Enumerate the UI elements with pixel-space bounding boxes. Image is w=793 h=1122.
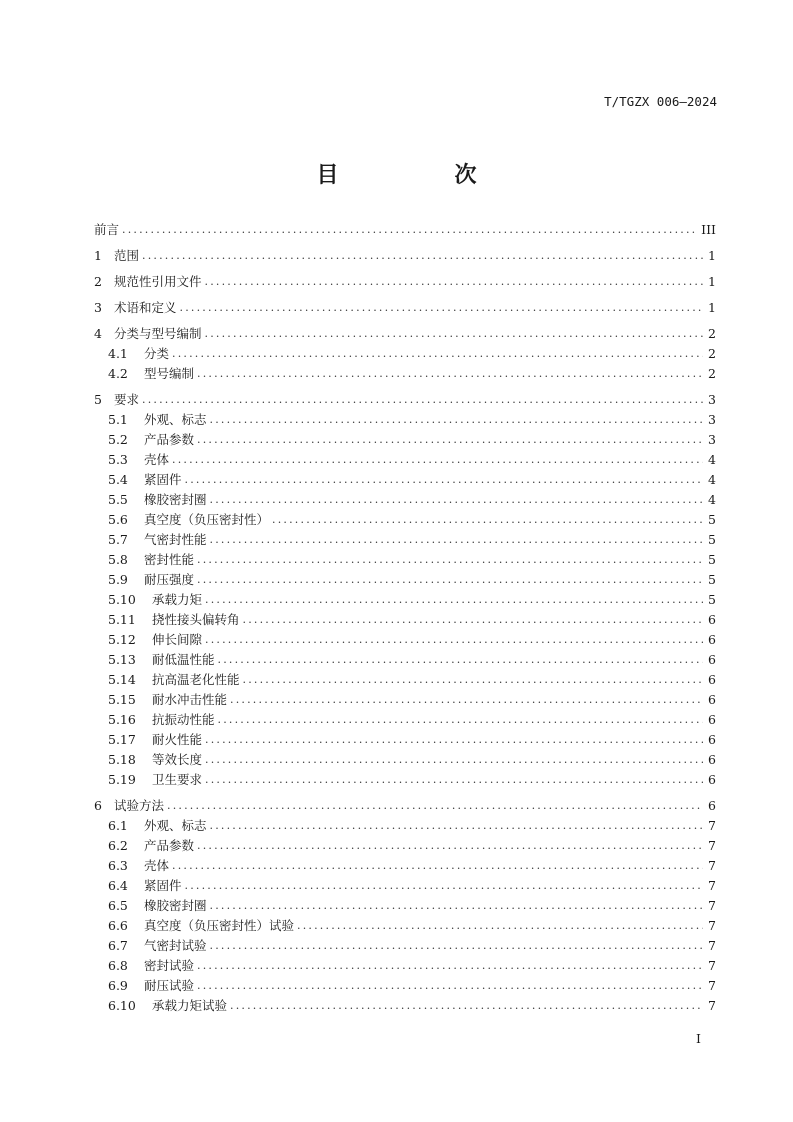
toc-entry-page: 6 bbox=[708, 711, 716, 727]
toc-entry-number: 5.9 bbox=[108, 571, 128, 587]
toc-entry-page: 4 bbox=[708, 491, 716, 507]
page-title: 目 次 bbox=[316, 163, 501, 188]
toc-entry[interactable] bbox=[94, 409, 716, 429]
toc-entry[interactable] bbox=[94, 389, 716, 409]
toc-entry-page: III bbox=[701, 221, 716, 237]
toc-dot-leader bbox=[180, 301, 703, 314]
toc-entry-number: 6.8 bbox=[108, 957, 128, 973]
toc-entry-page: 1 bbox=[708, 299, 716, 315]
toc-entry[interactable] bbox=[94, 629, 716, 649]
toc-entry[interactable] bbox=[94, 589, 716, 609]
toc-dot-leader bbox=[197, 839, 703, 852]
toc-entry-number: 5.19 bbox=[108, 771, 136, 787]
toc-entry-page: 7 bbox=[708, 937, 716, 953]
table-of-contents bbox=[94, 219, 716, 1015]
toc-dot-leader bbox=[197, 979, 703, 992]
toc-entry-page: 7 bbox=[708, 897, 716, 913]
toc-entry[interactable] bbox=[94, 245, 716, 265]
toc-dot-leader bbox=[205, 327, 703, 340]
toc-entry-number: 6.10 bbox=[108, 997, 136, 1013]
toc-entry-label: 耐水冲击性能 bbox=[152, 692, 228, 707]
toc-entry-label: 耐火性能 bbox=[152, 732, 203, 747]
toc-dot-leader bbox=[172, 347, 703, 360]
toc-entry[interactable] bbox=[94, 935, 716, 955]
toc-entry-label: 紧固件 bbox=[144, 472, 182, 487]
toc-entry-label: 等效长度 bbox=[152, 752, 203, 767]
toc-entry[interactable] bbox=[94, 729, 716, 749]
toc-entry-number: 5.11 bbox=[108, 611, 136, 627]
toc-dot-leader bbox=[205, 773, 703, 786]
toc-entry[interactable] bbox=[94, 855, 716, 875]
toc-entry[interactable] bbox=[94, 469, 716, 489]
toc-entry-number: 5.16 bbox=[108, 711, 136, 727]
toc-entry-label: 分类 bbox=[144, 346, 170, 361]
toc-entry-label: 耐低温性能 bbox=[152, 652, 215, 667]
toc-dot-leader bbox=[210, 899, 703, 912]
toc-entry-page: 6 bbox=[708, 797, 716, 813]
toc-entry-page: 1 bbox=[708, 273, 716, 289]
toc-entry[interactable] bbox=[94, 995, 716, 1015]
toc-entry[interactable] bbox=[94, 297, 716, 317]
toc-dot-leader bbox=[272, 513, 703, 526]
toc-entry[interactable] bbox=[94, 875, 716, 895]
toc-entry-label: 承载力矩试验 bbox=[152, 998, 228, 1013]
toc-entry-number: 5.18 bbox=[108, 751, 136, 767]
toc-entry-page: 5 bbox=[708, 551, 716, 567]
toc-entry[interactable] bbox=[94, 363, 716, 383]
toc-entry-label: 要求 bbox=[114, 392, 140, 407]
toc-entry-label: 伸长间隙 bbox=[152, 632, 203, 647]
toc-entry-number: 4.2 bbox=[108, 365, 128, 381]
toc-entry-label: 耐压试验 bbox=[144, 978, 195, 993]
toc-entry[interactable] bbox=[94, 609, 716, 629]
toc-dot-leader bbox=[122, 223, 698, 236]
toc-entry-number: 6.7 bbox=[108, 937, 128, 953]
toc-entry-label: 前言 bbox=[94, 222, 120, 237]
toc-entry-label: 真空度（负压密封性） bbox=[144, 512, 270, 527]
toc-entry-page: 6 bbox=[708, 631, 716, 647]
toc-entry-label: 壳体 bbox=[144, 452, 170, 467]
toc-entry-number: 1 bbox=[94, 247, 102, 263]
toc-entry-label: 橡胶密封圈 bbox=[144, 898, 207, 913]
toc-entry-page: 6 bbox=[708, 651, 716, 667]
toc-entry-label: 外观、标志 bbox=[144, 412, 207, 427]
toc-dot-leader bbox=[297, 919, 703, 932]
toc-entry-label: 试验方法 bbox=[114, 798, 165, 813]
footer-page-number: I bbox=[696, 1031, 701, 1046]
toc-entry-page: 6 bbox=[708, 771, 716, 787]
toc-entry-page: 7 bbox=[708, 957, 716, 973]
toc-entry-number: 6.9 bbox=[108, 977, 128, 993]
toc-entry-number: 5.7 bbox=[108, 531, 128, 547]
toc-entry[interactable] bbox=[94, 529, 716, 549]
toc-entry-page: 3 bbox=[708, 391, 716, 407]
toc-entry[interactable] bbox=[94, 835, 716, 855]
toc-entry-page: 6 bbox=[708, 691, 716, 707]
toc-entry[interactable] bbox=[94, 549, 716, 569]
toc-entry-page: 4 bbox=[708, 471, 716, 487]
toc-entry-label: 型号编制 bbox=[144, 366, 195, 381]
toc-entry-page: 5 bbox=[708, 591, 716, 607]
toc-entry-number: 6 bbox=[94, 797, 102, 813]
toc-entry-number: 6.2 bbox=[108, 837, 128, 853]
toc-entry-label: 紧固件 bbox=[144, 878, 182, 893]
toc-entry-label: 气密封试验 bbox=[144, 938, 207, 953]
toc-entry-number: 5.14 bbox=[108, 671, 136, 687]
toc-dot-leader bbox=[185, 473, 703, 486]
toc-entry-page: 6 bbox=[708, 671, 716, 687]
toc-entry[interactable] bbox=[94, 509, 716, 529]
toc-entry-number: 5.13 bbox=[108, 651, 136, 667]
toc-entry-number: 6.6 bbox=[108, 917, 128, 933]
toc-entry-number: 6.4 bbox=[108, 877, 128, 893]
toc-entry-page: 7 bbox=[708, 837, 716, 853]
toc-dot-leader bbox=[205, 633, 703, 646]
toc-entry[interactable] bbox=[94, 915, 716, 935]
toc-entry-number: 5 bbox=[94, 391, 102, 407]
toc-entry-page: 2 bbox=[708, 345, 716, 361]
toc-entry[interactable] bbox=[94, 323, 716, 343]
toc-entry-label: 密封性能 bbox=[144, 552, 195, 567]
toc-dot-leader bbox=[197, 553, 703, 566]
toc-entry-label: 抗振动性能 bbox=[152, 712, 215, 727]
toc-entry-page: 7 bbox=[708, 977, 716, 993]
toc-entry-number: 6.1 bbox=[108, 817, 128, 833]
toc-entry-page: 2 bbox=[708, 365, 716, 381]
toc-entry-page: 3 bbox=[708, 411, 716, 427]
toc-dot-leader bbox=[205, 733, 703, 746]
toc-entry-page: 1 bbox=[708, 247, 716, 263]
toc-entry-page: 6 bbox=[708, 731, 716, 747]
toc-dot-leader bbox=[205, 593, 703, 606]
toc-entry-number: 5.17 bbox=[108, 731, 136, 747]
toc-dot-leader bbox=[167, 799, 703, 812]
toc-entry[interactable] bbox=[94, 955, 716, 975]
toc-entry-number: 5.15 bbox=[108, 691, 136, 707]
toc-entry-label: 橡胶密封圈 bbox=[144, 492, 207, 507]
toc-dot-leader bbox=[210, 819, 703, 832]
toc-entry[interactable] bbox=[94, 895, 716, 915]
toc-entry-label: 壳体 bbox=[144, 858, 170, 873]
toc-dot-leader bbox=[210, 413, 703, 426]
toc-entry-number: 4.1 bbox=[108, 345, 128, 361]
toc-entry[interactable] bbox=[94, 271, 716, 291]
toc-entry-page: 5 bbox=[708, 511, 716, 527]
toc-dot-leader bbox=[197, 433, 703, 446]
toc-entry-label: 密封试验 bbox=[144, 958, 195, 973]
toc-entry-page: 5 bbox=[708, 571, 716, 587]
toc-entry-page: 7 bbox=[708, 857, 716, 873]
toc-entry-label: 范围 bbox=[114, 248, 140, 263]
toc-entry[interactable] bbox=[94, 449, 716, 469]
toc-dot-leader bbox=[230, 693, 703, 706]
toc-entry-label: 产品参数 bbox=[144, 838, 195, 853]
toc-dot-leader bbox=[205, 753, 703, 766]
toc-entry-page: 5 bbox=[708, 531, 716, 547]
toc-dot-leader bbox=[205, 275, 703, 288]
toc-entry[interactable] bbox=[94, 649, 716, 669]
toc-entry[interactable] bbox=[94, 769, 716, 789]
toc-dot-leader bbox=[172, 859, 703, 872]
toc-entry-label: 分类与型号编制 bbox=[114, 326, 202, 341]
toc-entry-label: 产品参数 bbox=[144, 432, 195, 447]
toc-entry[interactable] bbox=[94, 343, 716, 363]
toc-dot-leader bbox=[230, 999, 703, 1012]
toc-entry-number: 6.3 bbox=[108, 857, 128, 873]
toc-entry-label: 卫生要求 bbox=[152, 772, 203, 787]
toc-entry-page: 6 bbox=[708, 751, 716, 767]
toc-entry[interactable] bbox=[94, 815, 716, 835]
toc-entry-label: 气密封性能 bbox=[144, 532, 207, 547]
toc-entry-label: 真空度（负压密封性）试验 bbox=[144, 918, 295, 933]
toc-entry-number: 2 bbox=[94, 273, 102, 289]
toc-entry-number: 5.5 bbox=[108, 491, 128, 507]
toc-entry-page: 7 bbox=[708, 877, 716, 893]
toc-entry-number: 3 bbox=[94, 299, 102, 315]
toc-entry-number: 5.1 bbox=[108, 411, 128, 427]
toc-entry[interactable] bbox=[94, 429, 716, 449]
toc-dot-leader bbox=[197, 573, 703, 586]
toc-entry[interactable] bbox=[94, 219, 716, 239]
toc-entry[interactable] bbox=[94, 689, 716, 709]
toc-entry-number: 6.5 bbox=[108, 897, 128, 913]
toc-entry-page: 4 bbox=[708, 451, 716, 467]
document-code: T/TGZX 006—2024 bbox=[604, 94, 717, 109]
toc-dot-leader bbox=[142, 393, 703, 406]
toc-entry-page: 7 bbox=[708, 817, 716, 833]
toc-entry[interactable] bbox=[94, 709, 716, 729]
toc-entry-number: 5.8 bbox=[108, 551, 128, 567]
toc-dot-leader bbox=[210, 533, 703, 546]
toc-dot-leader bbox=[197, 959, 703, 972]
toc-entry[interactable] bbox=[94, 489, 716, 509]
toc-dot-leader bbox=[197, 367, 703, 380]
toc-entry[interactable] bbox=[94, 795, 716, 815]
toc-entry-label: 挠性接头偏转角 bbox=[152, 612, 240, 627]
toc-dot-leader bbox=[218, 653, 703, 666]
toc-dot-leader bbox=[210, 493, 703, 506]
toc-dot-leader bbox=[185, 879, 703, 892]
toc-entry-page: 7 bbox=[708, 997, 716, 1013]
toc-entry-label: 术语和定义 bbox=[114, 300, 177, 315]
toc-entry-label: 规范性引用文件 bbox=[114, 274, 202, 289]
toc-entry-number: 5.3 bbox=[108, 451, 128, 467]
toc-entry[interactable] bbox=[94, 749, 716, 769]
toc-dot-leader bbox=[218, 713, 703, 726]
toc-entry[interactable] bbox=[94, 669, 716, 689]
toc-entry-number: 5.4 bbox=[108, 471, 128, 487]
toc-entry-page: 3 bbox=[708, 431, 716, 447]
toc-entry-label: 承载力矩 bbox=[152, 592, 203, 607]
toc-entry-label: 抗高温老化性能 bbox=[152, 672, 240, 687]
toc-entry-number: 5.6 bbox=[108, 511, 128, 527]
toc-dot-leader bbox=[142, 249, 703, 262]
toc-dot-leader bbox=[172, 453, 703, 466]
toc-entry-number: 5.2 bbox=[108, 431, 128, 447]
toc-dot-leader bbox=[243, 613, 703, 626]
toc-entry-number: 5.10 bbox=[108, 591, 136, 607]
toc-entry-page: 6 bbox=[708, 611, 716, 627]
toc-dot-leader bbox=[210, 939, 703, 952]
toc-dot-leader bbox=[243, 673, 703, 686]
toc-entry-number: 4 bbox=[94, 325, 102, 341]
toc-entry[interactable] bbox=[94, 975, 716, 995]
toc-entry-number: 5.12 bbox=[108, 631, 136, 647]
toc-entry-page: 7 bbox=[708, 917, 716, 933]
toc-entry[interactable] bbox=[94, 569, 716, 589]
toc-entry-page: 2 bbox=[708, 325, 716, 341]
toc-entry-label: 外观、标志 bbox=[144, 818, 207, 833]
toc-entry-label: 耐压强度 bbox=[144, 572, 195, 587]
